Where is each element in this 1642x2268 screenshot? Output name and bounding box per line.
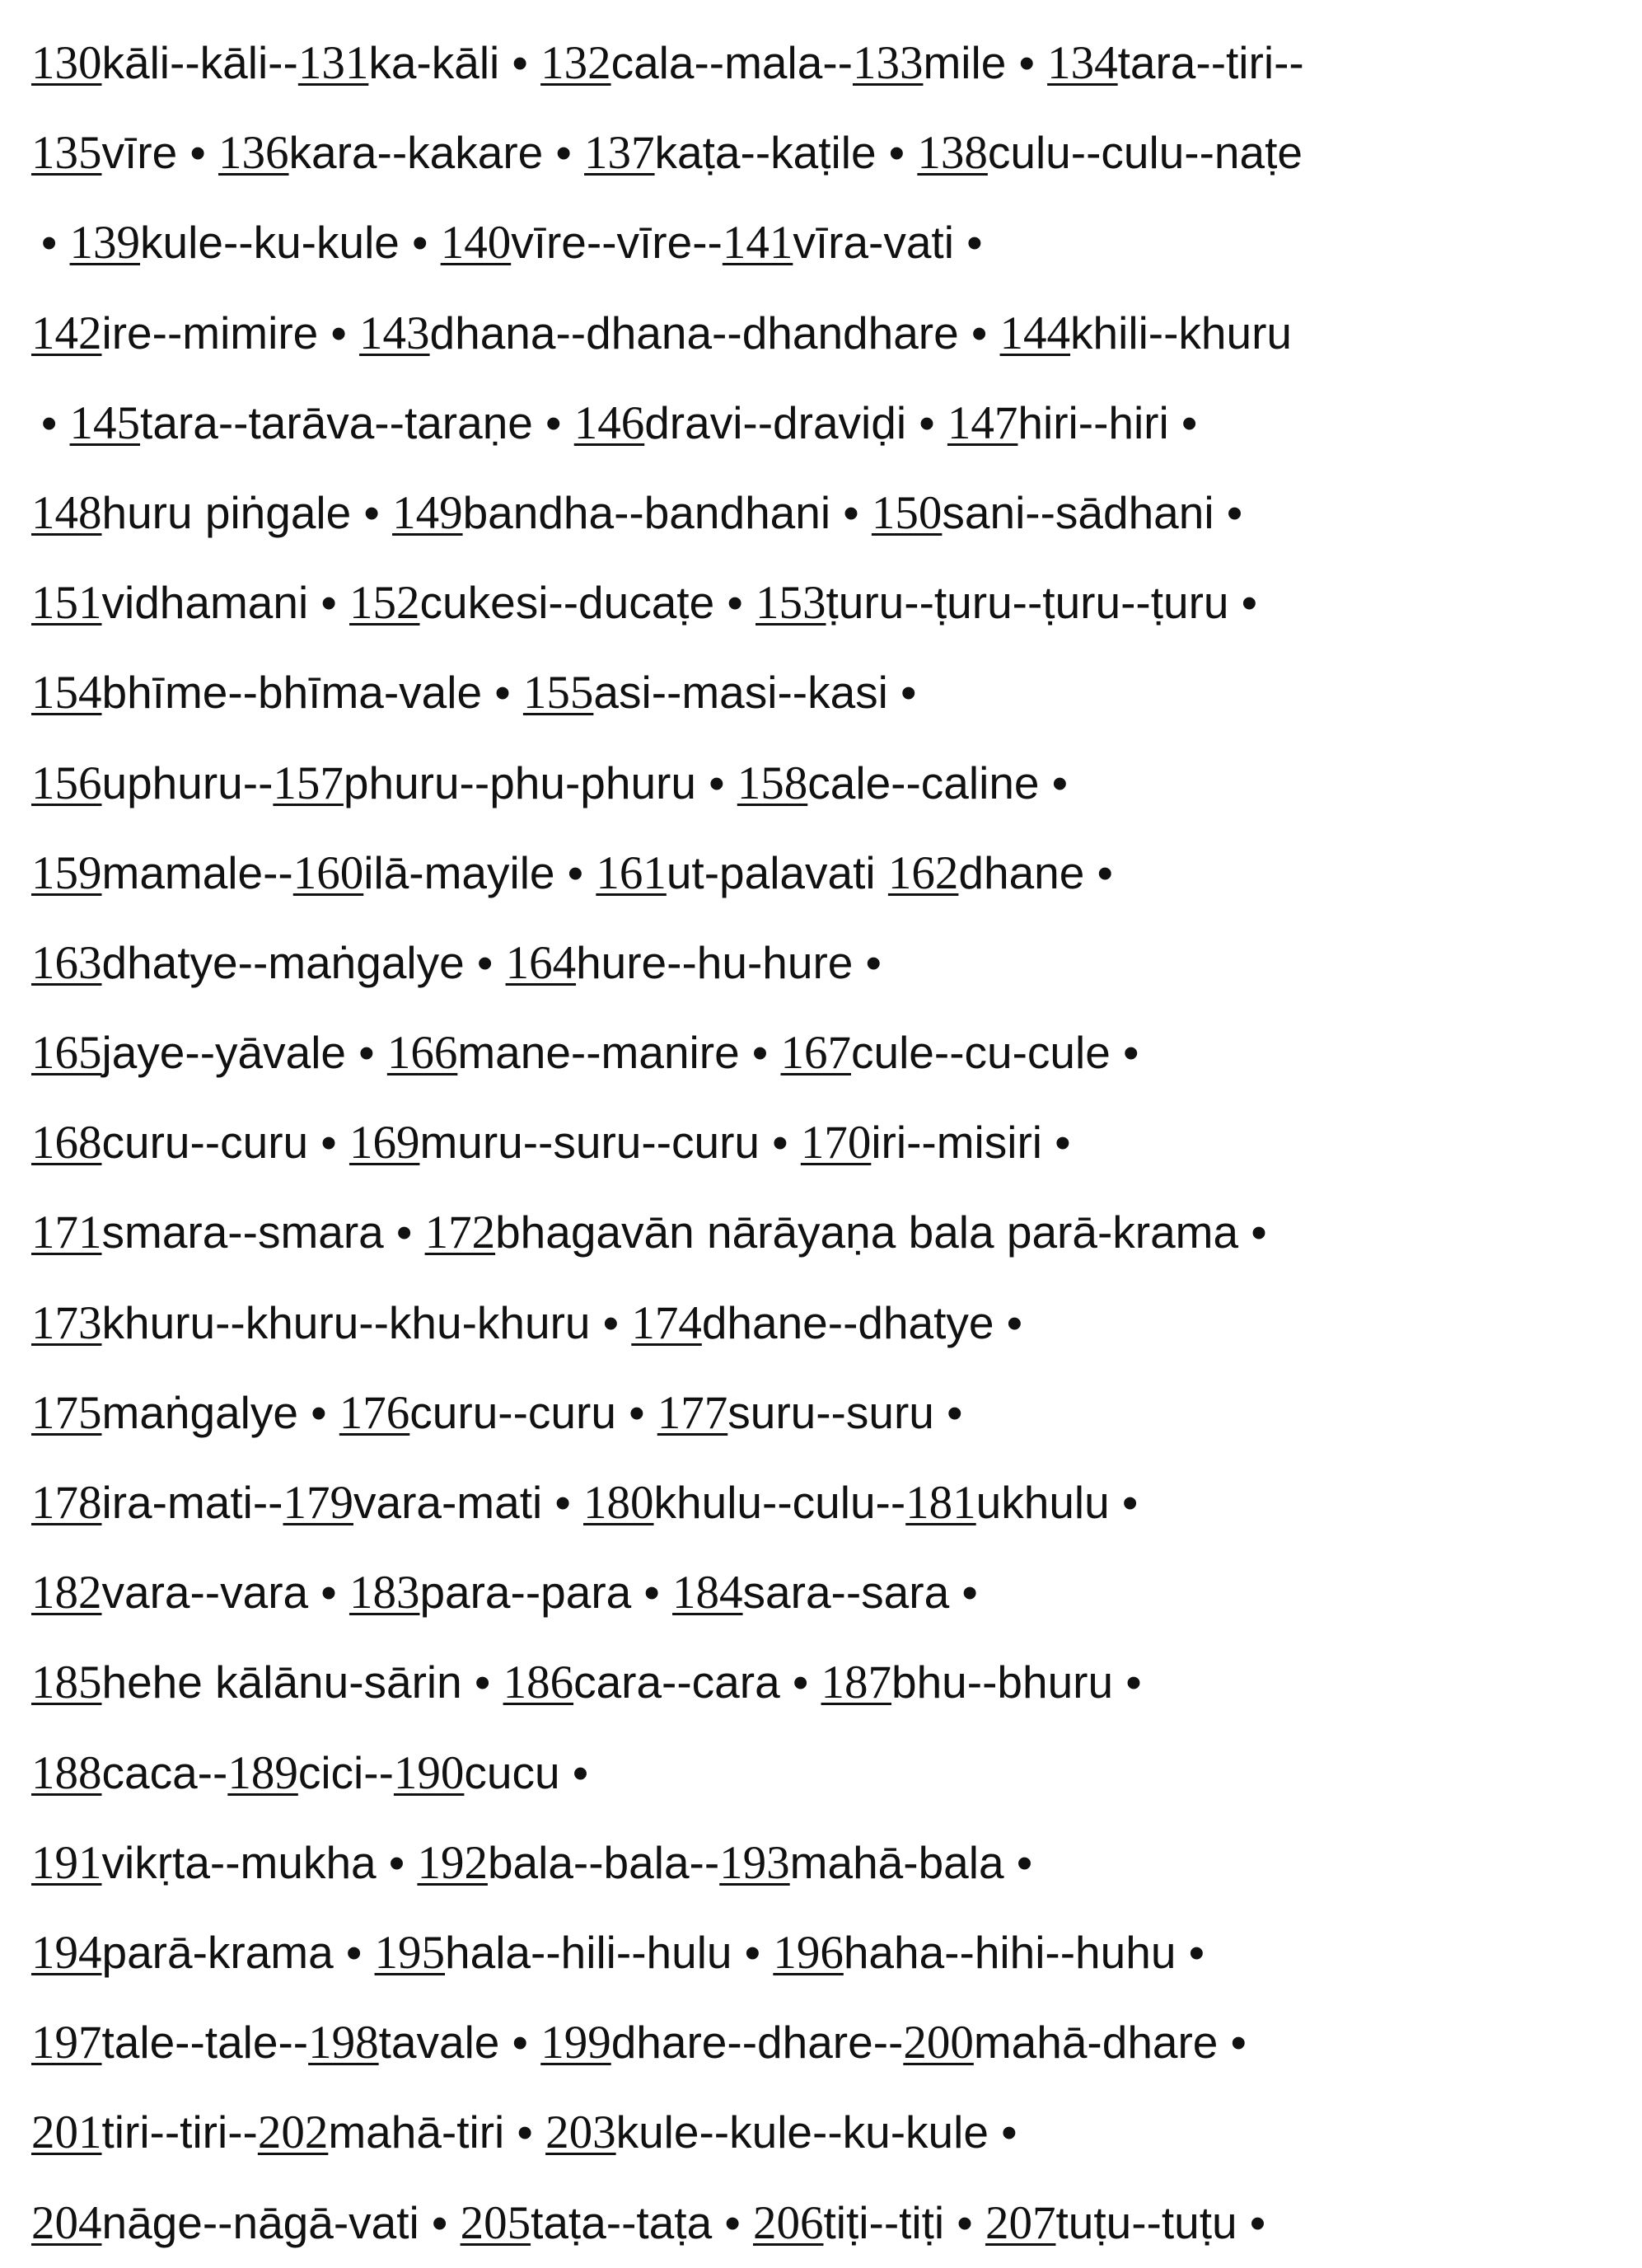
verse-number: 178 xyxy=(31,1477,102,1529)
verse-number: 159 xyxy=(31,846,102,899)
verse-number: 176 xyxy=(339,1386,410,1439)
verse-text: tiṭi--tiṭi • xyxy=(823,2196,985,2248)
verse-number: 205 xyxy=(460,2196,531,2249)
text-line xyxy=(31,288,1621,378)
verse-number: 135 xyxy=(31,127,102,180)
verse-text: nāge--nāgā-vati • xyxy=(101,2196,461,2248)
verse-text: vīra-vati • xyxy=(793,217,983,269)
verse-text: cala--mala-- xyxy=(610,37,853,88)
verse-number: 192 xyxy=(417,1836,488,1889)
verse-number: 169 xyxy=(349,1117,420,1169)
verse-text: curu--curu • xyxy=(409,1386,657,1438)
verse-text: mahā-tiri • xyxy=(328,2106,546,2158)
verse-text: mamale-- xyxy=(101,846,293,898)
verse-number: 148 xyxy=(31,486,102,539)
verse-text: vidhamani • xyxy=(101,577,350,629)
verse-number: 157 xyxy=(273,757,344,809)
text-line xyxy=(31,1098,1621,1188)
verse-number: 191 xyxy=(31,1836,102,1889)
verse-text: caca-- xyxy=(101,1746,228,1798)
verse-text: dravi--draviḍi • xyxy=(644,396,947,448)
verse-number: 171 xyxy=(31,1207,102,1259)
verse-text: bhīme--bhīma-vale • xyxy=(101,667,523,719)
verse-text: cici-- xyxy=(297,1746,394,1798)
verse-number: 144 xyxy=(999,307,1071,359)
verse-number: 160 xyxy=(292,846,364,899)
verse-number: 203 xyxy=(545,2106,616,2159)
verse-text: jaye--yāvale • xyxy=(101,1027,387,1079)
verse-number: 184 xyxy=(672,1567,743,1619)
verse-text: smara--smara • xyxy=(101,1207,425,1258)
verse-number: 175 xyxy=(31,1386,102,1439)
verse-number: 168 xyxy=(31,1117,102,1169)
text-line xyxy=(31,108,1621,198)
verse-number: 132 xyxy=(540,37,611,89)
verse-text: vīre • xyxy=(101,127,219,179)
verse-number: 179 xyxy=(283,1477,353,1529)
verse-text: kaṭa--kaṭile • xyxy=(654,127,918,179)
verse-text: para--para • xyxy=(419,1567,673,1619)
verse-number: 141 xyxy=(722,217,793,269)
text-line xyxy=(31,738,1621,828)
verse-text: ilā-mayile • xyxy=(363,846,596,898)
verse-text: khili--khuru xyxy=(1070,307,1293,358)
verse-number: 156 xyxy=(31,757,102,809)
verse-number: 177 xyxy=(657,1386,728,1439)
verse-text: muru--suru--curu • xyxy=(419,1117,801,1169)
verse-number: 200 xyxy=(903,2017,974,2069)
text-line xyxy=(31,468,1621,558)
verse-text: mile • xyxy=(923,37,1048,88)
verse-text: hure--hu-hure • xyxy=(576,936,882,988)
verse-text: parā-krama • xyxy=(101,1926,375,1978)
verse-number: 130 xyxy=(31,37,102,89)
verse-text: khuru--khuru--khu-khuru • xyxy=(101,1296,632,1348)
verse-text: hehe kālānu-sārin • xyxy=(101,1656,503,1708)
verse-text: bhagavān nārāyaṇa bala parā-krama • xyxy=(495,1207,1267,1258)
text-line xyxy=(31,2178,1621,2268)
verse-text: phuru--phu-phuru • xyxy=(343,757,737,808)
text-line xyxy=(31,1188,1621,1277)
verse-text: tale--tale-- xyxy=(101,2017,309,2069)
text-line xyxy=(31,828,1621,918)
verse-number: 193 xyxy=(719,1836,790,1889)
verse-text: asi--masi--kasi • xyxy=(593,667,917,719)
verse-text: dhane • xyxy=(958,846,1113,898)
verse-number: 138 xyxy=(917,127,988,180)
verse-number: 146 xyxy=(573,396,645,449)
verse-number: 180 xyxy=(583,1477,654,1529)
text-line xyxy=(31,558,1621,648)
verse-number: 172 xyxy=(424,1207,496,1259)
text-line xyxy=(31,1278,1621,1368)
verse-number: 195 xyxy=(374,1926,446,1979)
verse-number: 196 xyxy=(773,1926,844,1979)
verse-text: dhare--dhare-- xyxy=(610,2017,904,2069)
verse-text: tara--tarāva--taraṇe • xyxy=(140,396,574,448)
verse-number: 204 xyxy=(31,2196,102,2249)
verse-number: 151 xyxy=(31,577,102,630)
verse-number: 165 xyxy=(31,1027,102,1080)
text-line xyxy=(31,198,1621,288)
verse-number: 136 xyxy=(218,127,289,180)
verse-number: 140 xyxy=(440,217,512,269)
verse-text: tavale • xyxy=(378,2017,541,2069)
verse-text: bala--bala-- xyxy=(487,1836,720,1888)
verse-number: 186 xyxy=(503,1656,574,1709)
verse-text: uphuru-- xyxy=(101,757,274,808)
verse-number: 197 xyxy=(31,2017,102,2069)
verse-text: tara--tiri-- xyxy=(1117,37,1304,88)
verse-text: bhu--bhuru • xyxy=(891,1656,1142,1708)
verse-number: 167 xyxy=(780,1027,851,1080)
verse-text: kule--ku-kule • xyxy=(140,217,441,269)
verse-number: 134 xyxy=(1047,37,1118,89)
text-line xyxy=(31,1818,1621,1908)
verse-number: 163 xyxy=(31,936,102,989)
text-line xyxy=(31,918,1621,1008)
verse-text: suru--suru • xyxy=(727,1386,963,1438)
text-line xyxy=(31,1728,1621,1818)
verse-text: ira-mati-- xyxy=(101,1477,283,1528)
text-line xyxy=(31,1998,1621,2088)
verse-number: 149 xyxy=(392,486,463,539)
verse-number: 199 xyxy=(540,2017,611,2069)
verse-text: tuṭu--tuṭu • xyxy=(1055,2196,1266,2248)
verse-text: huru piṅgale • xyxy=(101,486,393,538)
verse-text: khulu--culu-- xyxy=(653,1477,906,1528)
verse-number: 137 xyxy=(584,127,655,180)
verse-text: taṭa--taṭa • xyxy=(531,2196,753,2248)
verse-text: vara-mati • xyxy=(353,1477,584,1528)
verse-text: dhana--dhana--dhandhare • xyxy=(429,307,1000,358)
verse-number: 166 xyxy=(386,1027,458,1080)
verse-number: 182 xyxy=(31,1567,102,1619)
verse-text: cule--cu-cule • xyxy=(850,1027,1139,1079)
verse-number: 194 xyxy=(31,1926,102,1979)
verse-number: 189 xyxy=(227,1746,298,1799)
verse-number: 161 xyxy=(596,846,667,899)
verse-number: 155 xyxy=(522,667,594,719)
verse-text: haha--hihi--huhu • xyxy=(843,1926,1205,1978)
verse-number: 158 xyxy=(737,757,808,809)
verse-text: kāli--kāli-- xyxy=(101,37,298,88)
text-line xyxy=(31,1368,1621,1458)
verse-number: 133 xyxy=(852,37,924,89)
verse-number: 162 xyxy=(887,846,959,899)
verse-text: bandha--bandhani • xyxy=(462,486,872,538)
verse-text: • xyxy=(41,217,70,269)
verse-text: dhatye--maṅgalye • xyxy=(101,936,506,988)
verse-text: vikṛta--mukha • xyxy=(101,1836,418,1888)
verse-text: ṭuru--ṭuru--ṭuru--ṭuru • xyxy=(826,577,1258,629)
text-line xyxy=(31,1908,1621,1998)
text-line xyxy=(31,1458,1621,1548)
text-line xyxy=(31,1638,1621,1727)
mantra-text xyxy=(31,18,1621,2268)
verse-text: iri--misiri • xyxy=(871,1117,1071,1169)
verse-number: 131 xyxy=(297,37,369,89)
verse-number: 152 xyxy=(349,577,420,630)
verse-text: tiri--tiri-- xyxy=(101,2106,258,2158)
text-line xyxy=(31,1008,1621,1098)
text-line xyxy=(31,18,1621,108)
verse-number: 174 xyxy=(631,1296,702,1349)
verse-text: vara--vara • xyxy=(101,1567,349,1619)
verse-text: ukhulu • xyxy=(975,1477,1139,1528)
verse-number: 142 xyxy=(31,307,102,359)
verse-number: 173 xyxy=(31,1296,102,1349)
verse-text: • xyxy=(41,396,70,448)
text-line xyxy=(31,648,1621,738)
verse-number: 143 xyxy=(359,307,430,359)
verse-text: culu--culu--naṭe xyxy=(987,127,1303,179)
verse-number: 164 xyxy=(505,936,577,989)
verse-text: kara--kakare • xyxy=(288,127,585,179)
verse-text: hiri--hiri • xyxy=(1017,396,1198,448)
text-line xyxy=(31,2088,1621,2177)
verse-text: cukesi--ducaṭe • xyxy=(419,577,756,629)
verse-number: 139 xyxy=(69,217,141,269)
verse-number: 198 xyxy=(308,2017,379,2069)
verse-text: cara--cara • xyxy=(573,1656,821,1708)
verse-number: 170 xyxy=(800,1117,872,1169)
verse-text: kule--kule--ku-kule • xyxy=(615,2106,1017,2158)
verse-number: 207 xyxy=(985,2196,1056,2249)
verse-text: mahā-dhare • xyxy=(973,2017,1247,2069)
verse-number: 185 xyxy=(31,1656,102,1709)
verse-text: vīre--vīre-- xyxy=(511,217,723,269)
verse-number: 202 xyxy=(257,2106,329,2159)
verse-text: maṅgalye • xyxy=(101,1386,339,1438)
verse-number: 201 xyxy=(31,2106,102,2159)
verse-text: cucu • xyxy=(464,1746,589,1798)
verse-number: 183 xyxy=(349,1567,420,1619)
verse-number: 154 xyxy=(31,667,102,719)
verse-text: hala--hili--hulu • xyxy=(445,1926,774,1978)
verse-text: curu--curu • xyxy=(101,1117,349,1169)
verse-text: cale--caline • xyxy=(807,757,1069,808)
verse-number: 181 xyxy=(905,1477,976,1529)
verse-text: sara--sara • xyxy=(742,1567,978,1619)
verse-text: ire--mimire • xyxy=(101,307,360,358)
verse-number: 188 xyxy=(31,1746,102,1799)
verse-text: sani--sādhani • xyxy=(942,486,1243,538)
verse-text: mane--manire • xyxy=(457,1027,781,1079)
verse-text: ut-palavati xyxy=(666,846,888,898)
verse-number: 150 xyxy=(871,486,943,539)
verse-text: dhane--dhatye • xyxy=(701,1296,1023,1348)
verse-text: ka-kāli • xyxy=(368,37,541,88)
verse-text: mahā-bala • xyxy=(789,1836,1033,1888)
verse-number: 187 xyxy=(821,1656,891,1709)
verse-number: 190 xyxy=(393,1746,465,1799)
verse-number: 153 xyxy=(756,577,826,630)
verse-number: 147 xyxy=(947,396,1018,449)
verse-number: 206 xyxy=(753,2196,824,2249)
verse-number: 145 xyxy=(69,396,141,449)
text-line xyxy=(31,378,1621,468)
text-line xyxy=(31,1548,1621,1638)
